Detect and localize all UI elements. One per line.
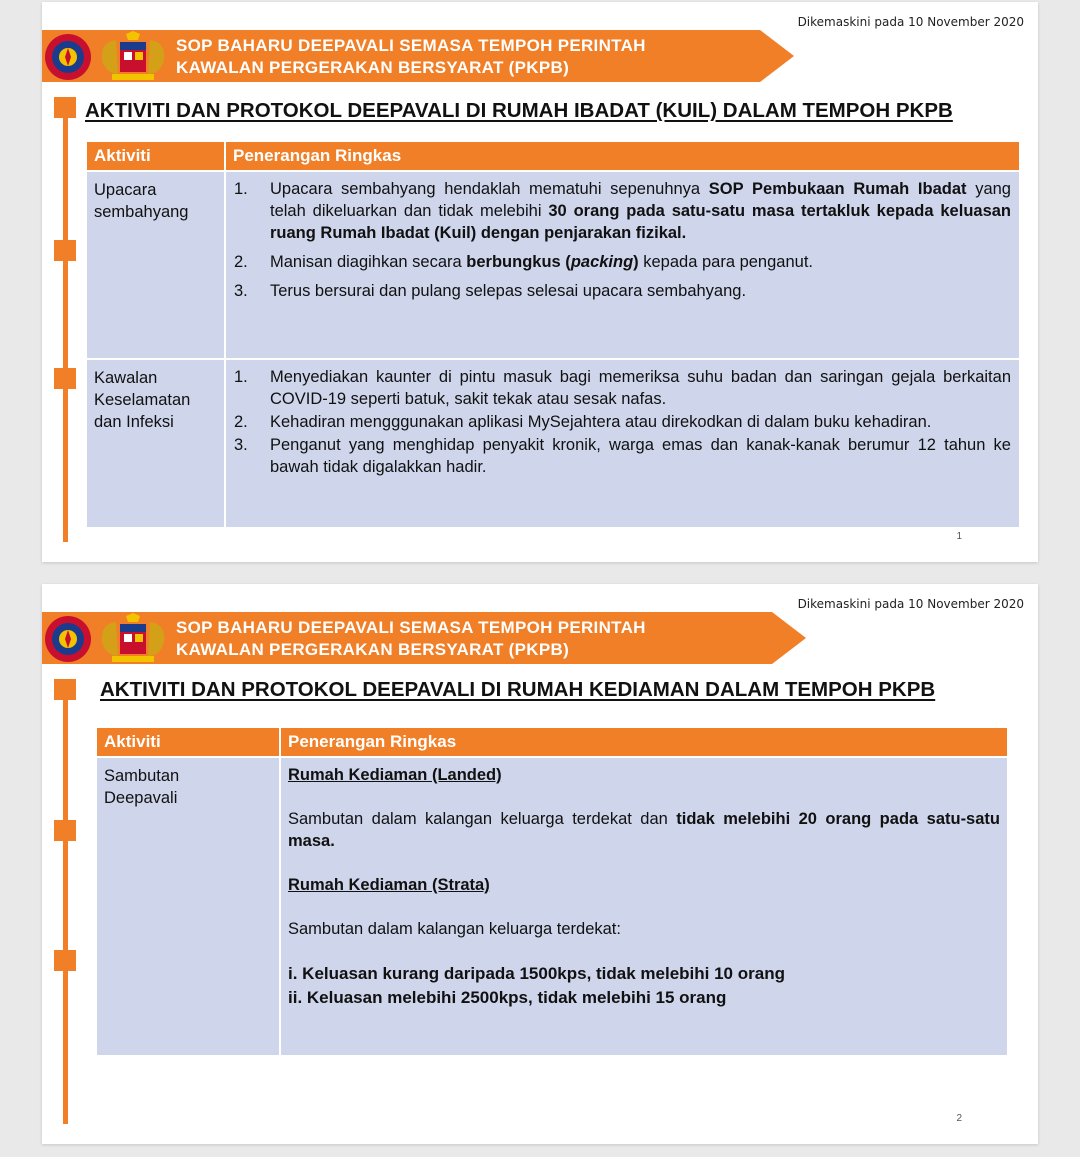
text-span: Upacara sembahyang hendaklah mematuhi sepenuhnya bbox=[270, 180, 709, 198]
timeline-line bbox=[63, 684, 68, 1124]
activity-text: dan Infeksi bbox=[94, 413, 174, 431]
page-number: 1 bbox=[956, 531, 962, 542]
activity-text: Kawalan bbox=[94, 369, 158, 387]
activity-table bbox=[97, 728, 1007, 1055]
column-header-aktiviti: Aktiviti bbox=[97, 728, 280, 757]
column-header-aktiviti: Aktiviti bbox=[87, 142, 225, 171]
banner-title bbox=[176, 35, 646, 79]
malaysia-coat-of-arms-icon bbox=[98, 30, 168, 84]
timeline-marker bbox=[54, 679, 76, 700]
timeline-marker bbox=[54, 97, 76, 118]
section-heading: AKTIVITI DAN PROTOKOL DEEPAVALI DI RUMAH IBADAT (KUIL) DALAM TEMPOH PKPB bbox=[85, 99, 953, 122]
item-text: Menyediakan kaunter di pintu masuk bagi memeriksa suhu badan dan saringan gejala berkaitan COVID-19 seperti batuk, sakit tekak atau sesak nafas. bbox=[270, 368, 1011, 408]
banner-line-2: KAWALAN PERGERAKAN BERSYARAT (PKPB) bbox=[176, 58, 570, 77]
activity-text: Keselamatan bbox=[94, 391, 191, 409]
list-item bbox=[226, 434, 1011, 478]
landed-title: Rumah Kediaman (Landed) bbox=[288, 766, 502, 784]
description-body bbox=[281, 758, 1007, 1020]
activity-text: sembahyang bbox=[94, 203, 189, 221]
activity-cell bbox=[97, 757, 280, 1055]
list-item bbox=[226, 411, 1011, 433]
banner-line-1: SOP BAHARU DEEPAVALI SEMASA TEMPOH PERINTAH bbox=[176, 36, 646, 55]
strata-list bbox=[288, 962, 1000, 1010]
bold-span: SOP Pembukaan Rumah Ibadat bbox=[708, 180, 967, 198]
timeline-line bbox=[63, 102, 68, 542]
item-number: 1. bbox=[234, 368, 248, 386]
item-list bbox=[226, 172, 1019, 323]
updated-date: Dikemaskini pada 10 November 2020 bbox=[797, 15, 1024, 29]
banner-line-1: SOP BAHARU DEEPAVALI SEMASA TEMPOH PERINTAH bbox=[176, 618, 646, 637]
activity-cell bbox=[87, 171, 225, 359]
list-item bbox=[226, 178, 1011, 244]
timeline-marker bbox=[54, 820, 76, 841]
item-list bbox=[226, 360, 1019, 499]
item-text bbox=[270, 178, 1011, 244]
strata-title: Rumah Kediaman (Strata) bbox=[288, 876, 490, 894]
mkn-emblem-icon bbox=[44, 33, 92, 81]
slide-2 bbox=[42, 584, 1038, 1144]
item-text bbox=[270, 251, 1011, 273]
strata-item: i. Keluasan kurang daripada 1500kps, tidak melebihi 10 orang bbox=[288, 964, 785, 983]
bold-span: berbungkus ( bbox=[466, 253, 571, 271]
list-item bbox=[226, 280, 1011, 302]
page-number: 2 bbox=[956, 1113, 962, 1124]
text-span: Sambutan dalam kalangan keluarga terdekat dan bbox=[288, 810, 677, 828]
text-span: kepada para penganut. bbox=[638, 253, 813, 271]
item-number: 1. bbox=[234, 180, 248, 198]
banner-title bbox=[176, 617, 646, 661]
bold-span: 30 orang pada satu-satu masa tertakluk kepada keluasan ruang Rumah Ibadat (Kuil) dengan penjarakan fizikal. bbox=[270, 202, 1012, 242]
slide-1 bbox=[42, 2, 1038, 562]
description-cell bbox=[225, 359, 1019, 527]
landed-text bbox=[288, 808, 1000, 852]
bold-span: tidak melebihi 20 orang pada satu-satu masa. bbox=[288, 810, 1000, 850]
banner-line-2: KAWALAN PERGERAKAN BERSYARAT (PKPB) bbox=[176, 640, 570, 659]
item-number: 3. bbox=[234, 436, 248, 454]
activity-text: Sambutan bbox=[104, 767, 180, 785]
malaysia-coat-of-arms-icon bbox=[98, 612, 168, 666]
item-text: Terus bersurai dan pulang selepas selesai upacara sembahyang. bbox=[270, 282, 747, 300]
strata-item: ii. Keluasan melebihi 2500kps, tidak melebihi 15 orang bbox=[288, 988, 727, 1007]
mkn-emblem-icon bbox=[44, 615, 92, 663]
activity-text: Deepavali bbox=[104, 789, 178, 807]
item-number: 2. bbox=[234, 413, 248, 431]
item-number: 2. bbox=[234, 253, 248, 271]
table-row bbox=[87, 359, 1019, 527]
column-header-penerangan: Penerangan Ringkas bbox=[280, 728, 1007, 757]
description-cell bbox=[280, 757, 1007, 1055]
activity-table bbox=[87, 142, 1019, 527]
activity-text: Upacara bbox=[94, 181, 157, 199]
list-item bbox=[226, 366, 1011, 410]
strata-intro: Sambutan dalam kalangan keluarga terdekat: bbox=[288, 920, 621, 938]
section-heading: AKTIVITI DAN PROTOKOL DEEPAVALI DI RUMAH KEDIAMAN DALAM TEMPOH PKPB bbox=[100, 678, 936, 701]
item-text: Kehadiran mengggunakan aplikasi MySejahtera atau direkodkan di dalam buku kehadiran. bbox=[270, 413, 932, 431]
timeline-marker bbox=[54, 368, 76, 389]
updated-date: Dikemaskini pada 10 November 2020 bbox=[797, 597, 1024, 611]
table-row bbox=[87, 171, 1019, 359]
italic-span: packing bbox=[570, 253, 634, 271]
text-span: yang telah dikeluarkan dan tidak melebihi bbox=[270, 180, 1011, 220]
timeline-marker bbox=[54, 240, 76, 261]
table-row bbox=[97, 757, 1007, 1055]
column-header-penerangan: Penerangan Ringkas bbox=[225, 142, 1019, 171]
item-number: 3. bbox=[234, 282, 248, 300]
bold-span: ) bbox=[633, 253, 639, 271]
item-text: Penganut yang menghidap penyakit kronik, warga emas dan kanak-kanak berumur 12 tahun ke bawah tidak digalakkan hadir. bbox=[270, 436, 1011, 476]
list-item bbox=[226, 251, 1011, 273]
description-cell bbox=[225, 171, 1019, 359]
timeline-marker bbox=[54, 950, 76, 971]
activity-cell bbox=[87, 359, 225, 527]
text-span: Manisan diagihkan secara bbox=[270, 253, 467, 271]
